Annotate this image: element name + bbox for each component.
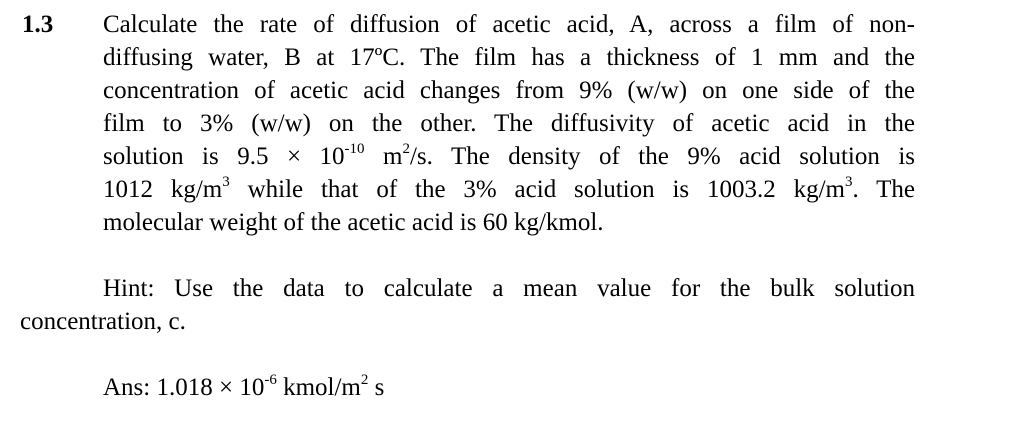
statement-line-5: [103, 140, 915, 173]
diffusivity-text: solution is 9.5 × 10: [103, 143, 345, 170]
problem-number: 1.3: [22, 11, 54, 38]
density-9-exponent: 3: [222, 174, 230, 190]
statement-line-2: diffusing water, B at 17ºC. The film has a thickness of 1 mm and the: [103, 44, 915, 71]
statement-line-6-end: . The: [852, 176, 915, 203]
answer-value: Ans: 1.018 × 10: [103, 374, 265, 401]
statement-line-3: concentration of acetic acid changes from 9% (w/w) on one side of the: [103, 77, 915, 104]
hint-line-2: concentration, c.: [20, 308, 186, 335]
density-3-exponent: 3: [844, 174, 853, 190]
diffusivity-unit: m: [364, 143, 403, 170]
answer-exponent: -6: [264, 372, 277, 388]
answer-unit: kmol/m: [276, 374, 361, 401]
problem-statement: [103, 8, 915, 239]
statement-line-7: molecular weight of the acetic acid is 60 kg/kmol.: [103, 209, 604, 236]
density-text: /s. The density of the 9% acid solution is: [409, 143, 915, 170]
hint: [20, 272, 915, 338]
hint-line-1: Hint: Use the data to calculate a mean value for the bulk solution: [103, 275, 915, 302]
density-3-value: while that of the 3% acid solution is 1003.2 kg/m: [229, 176, 845, 203]
answer-unit-exponent: 2: [360, 372, 369, 388]
answer-unit-end: s: [368, 374, 385, 401]
statement-line-6: [103, 173, 915, 206]
diffusivity-exponent: -10: [344, 141, 365, 157]
density-9-value: 1012 kg/m: [103, 176, 223, 203]
diffusivity-unit-exponent: 2: [402, 141, 410, 157]
statement-line-4: film to 3% (w/w) on the other. The diffusivity of acetic acid in the: [103, 110, 915, 137]
statement-line-1: Calculate the rate of diffusion of acetic acid, A, across a film of non-: [103, 11, 915, 38]
answer: [103, 371, 384, 404]
